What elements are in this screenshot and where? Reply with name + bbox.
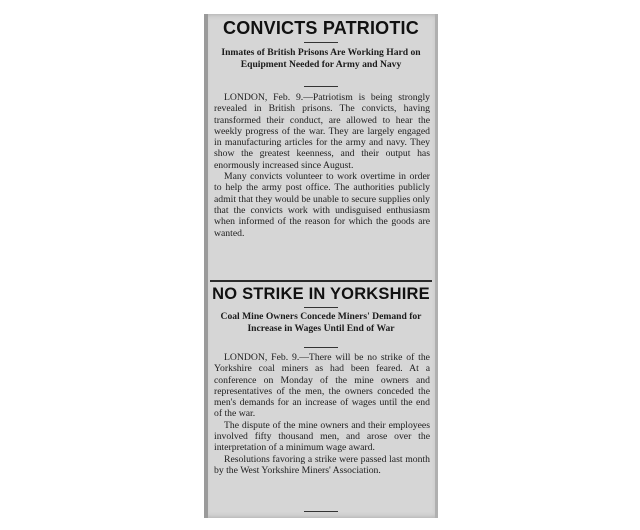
subheadline-no-strike: Coal Mine Owners Concede Miners' Demand for Increase in Wages Until End of War — [220, 311, 422, 334]
subheadline-convicts: Inmates of British Prisons Are Working Hard on Equipment Needed for Army and Navy — [221, 47, 421, 70]
paragraph: Many convicts volunteer to work overtime in order to help the army post office. The authorities publicly admit that they would be unable to secure supplies only that the convicts work with undisguised enthusiasm when informed of the reason for which the goods are wanted. — [214, 171, 430, 239]
paragraph: Resolutions favoring a strike were passed last month by the West Yorkshire Miners' Association. — [214, 453, 430, 476]
paragraph: The dispute of the mine owners and their employees involved fifty thousand men, and arose over the interpretation of a minimum wage award. — [214, 419, 430, 454]
paragraph: LONDON, Feb. 9.—Patriotism is being strongly revealed in British prisons. The convicts, having transformed their conduct, are allowed to hear the weekly progress of the war. They are largely engaged in manufacturing articles for the army and navy. They show the greatest keenness, and their output has enormously increased since August. — [214, 92, 430, 171]
bottom-divider — [304, 511, 338, 512]
headline-divider — [304, 42, 338, 43]
article-separator — [210, 280, 432, 282]
deck-divider — [304, 86, 338, 87]
paragraph: LONDON, Feb. 9.—There will be no strike of the Yorkshire coal miners as had been feared. At a conference on Monday of the mine owners and representatives of the men, the owners conceded the men's demands for an increase of wages until the end of the war. — [214, 352, 430, 420]
headline-no-strike: NO STRIKE IN YORKSHIRE — [212, 285, 430, 303]
newspaper-clipping — [204, 14, 438, 518]
clipping-right-edge — [435, 14, 438, 518]
headline-divider — [304, 307, 338, 308]
deck-divider — [304, 347, 338, 348]
article-body-no-strike — [214, 352, 430, 476]
article-body-convicts — [214, 92, 430, 239]
headline-convicts-patriotic: CONVICTS PATRIOTIC — [223, 18, 419, 38]
clipping-left-edge — [204, 14, 208, 518]
